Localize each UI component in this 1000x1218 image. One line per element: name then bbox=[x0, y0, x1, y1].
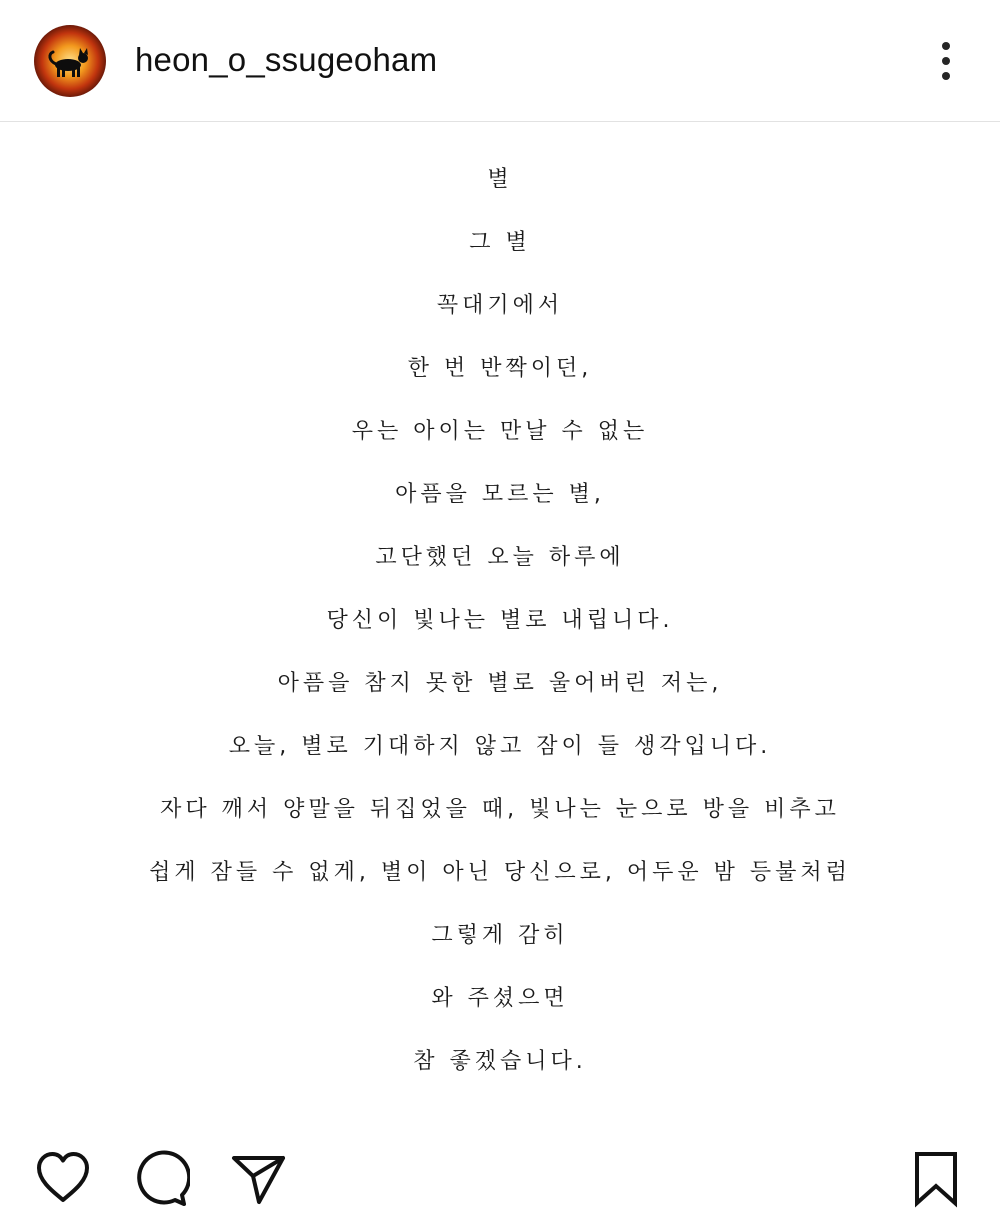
save-button[interactable] bbox=[906, 1148, 966, 1208]
poem-line: 오늘, 별로 기대하지 않고 잠이 들 생각입니다. bbox=[228, 734, 772, 759]
bookmark-icon bbox=[906, 1148, 966, 1208]
post-image-poem bbox=[0, 148, 1000, 1093]
share-button[interactable] bbox=[228, 1148, 288, 1208]
poem-line: 고단했던 오늘 하루에 bbox=[375, 545, 625, 570]
poem-line: 아픔을 참지 못한 별로 울어버린 저는, bbox=[277, 671, 723, 696]
send-icon bbox=[228, 1148, 288, 1208]
poem-line: 와 주셨으면 bbox=[431, 986, 569, 1011]
poem-line: 당신이 빛나는 별로 내립니다. bbox=[326, 608, 674, 633]
poem-line: 한 번 반짝이던, bbox=[407, 356, 593, 381]
poem-line: 별 bbox=[487, 167, 513, 192]
poem-line: 꼭대기에서 bbox=[436, 293, 564, 318]
comment-icon bbox=[130, 1148, 190, 1208]
poem-line: 참 좋겠습니다. bbox=[413, 1049, 587, 1074]
post-header bbox=[0, 0, 1000, 122]
like-button[interactable] bbox=[33, 1148, 93, 1208]
more-options-button[interactable] bbox=[928, 38, 964, 86]
poem-line: 우는 아이는 만날 수 없는 bbox=[351, 419, 649, 444]
username[interactable]: heon_o_ssugeoham bbox=[135, 41, 438, 78]
avatar[interactable] bbox=[34, 25, 106, 97]
poem-line: 그 별 bbox=[469, 230, 531, 255]
poem-line: 자다 깨서 양말을 뒤집었을 때, 빛나는 눈으로 방을 비추고 bbox=[160, 797, 840, 822]
poem-line: 쉽게 잠들 수 없게, 별이 아닌 당신으로, 어두운 밤 등불처럼 bbox=[149, 860, 851, 885]
heart-icon bbox=[33, 1148, 93, 1208]
poem-line: 그렇게 감히 bbox=[431, 923, 569, 948]
comment-button[interactable] bbox=[130, 1148, 190, 1208]
poem-line: 아픔을 모르는 별, bbox=[395, 482, 605, 507]
post-actions-bar bbox=[0, 1140, 1000, 1218]
cat-icon bbox=[34, 25, 106, 97]
more-vertical-icon bbox=[928, 38, 964, 86]
